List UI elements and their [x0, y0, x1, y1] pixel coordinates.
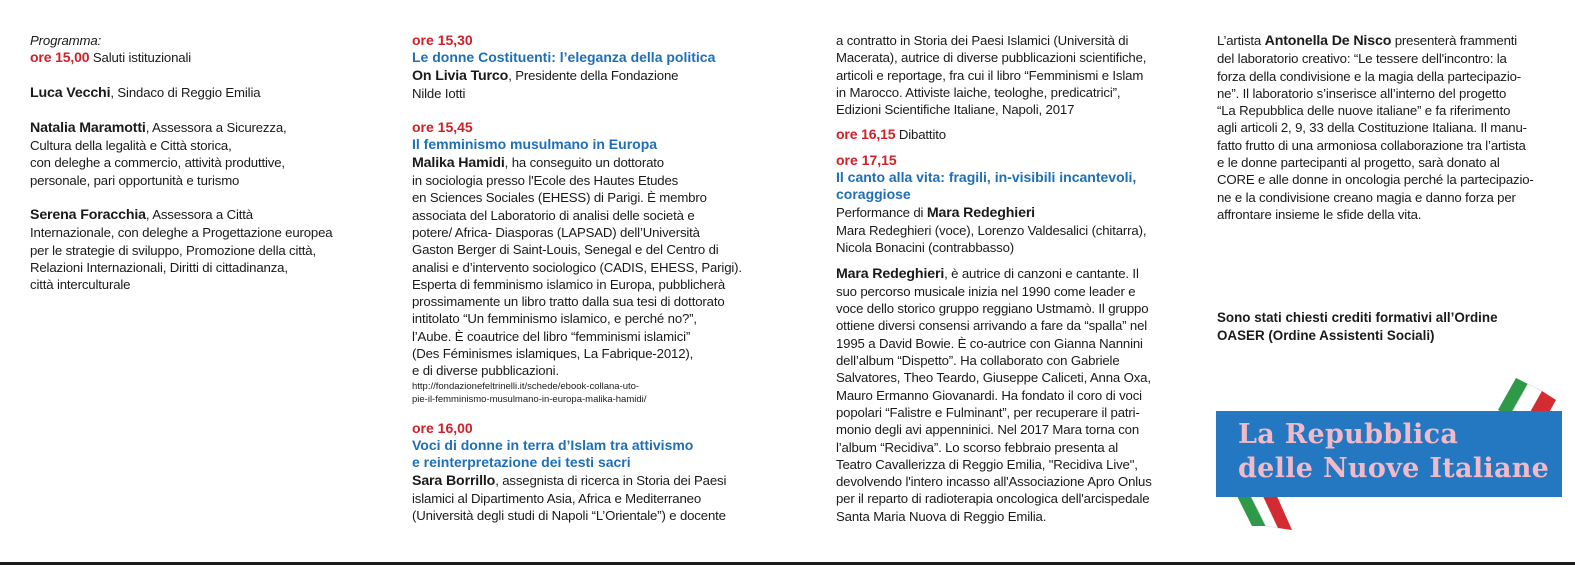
performers-line: Mara Redeghieri (voce), Lorenzo Valdesalici (chitarra), [836, 222, 1147, 238]
text-line: Macerata), autrice di diverse pubblicazioni scientifiche, [836, 50, 1147, 66]
time-1615: ore 16,15 [836, 126, 896, 143]
speaker-malika-hamidi [412, 154, 772, 172]
text-line: monio degli avi appenninici. Nel 2017 Mara torna con [836, 422, 1140, 438]
text-line: Gaston Berger di Saint-Louis, Senegal e del Centro di [412, 242, 719, 258]
performers-line: Nicola Bonacini (contrabbasso) [836, 240, 1015, 256]
text-line: Santa Maria Nuova di Reggio Emilia. [836, 508, 1047, 524]
speaker-luca-vecchi [30, 84, 380, 102]
text-line: Edizioni Scientifiche Italiane, Napoli, 2017 [836, 102, 1075, 118]
speaker-role-line: Internazionale, con deleghe a Progettazione europea [30, 225, 333, 241]
speaker-role-line: Nilde Iotti [412, 85, 466, 101]
speaker-livia-turco [412, 67, 772, 85]
text-line: in sociologia presso l'Ecole des Hautes Etudes [412, 173, 679, 189]
speaker-role-line: città interculturale [30, 277, 131, 293]
column-4 [1217, 32, 1557, 344]
talk-title-1600: Voci di donne in terra d’Islam tra attivismo [412, 436, 694, 453]
time-1545: ore 15,45 [412, 119, 473, 136]
artist-name: Antonella De Nisco [1264, 33, 1392, 49]
text-line: devolvendo l'intero incasso all'Associazione Apro Onlus [836, 474, 1152, 490]
time-1530: ore 15,30 [412, 32, 473, 48]
bio-mara-redeghieri [836, 265, 1186, 283]
text-line: e di diverse pubblicazioni. [412, 363, 559, 379]
speaker-name: Serena Foracchia [30, 207, 146, 224]
speaker-name: Sara Borrillo [412, 472, 496, 489]
speaker-bio: , è autrice di canzoni e cantante. Il [944, 265, 1139, 281]
saluti-text: Saluti istituzionali [89, 50, 192, 66]
time-1600: ore 16,00 [412, 419, 473, 436]
speaker-role: , Presidente della Fondazione [508, 67, 679, 83]
text-line: popolari “Falistre e Fulminant”, per recuperare il patri- [836, 404, 1140, 420]
performance-line [836, 204, 1186, 222]
url-link[interactable]: pie-il-femminismo-musulmano-in-europa-malika-hamidi/ [412, 393, 647, 405]
speaker-role: , Sindaco di Reggio Emilia [110, 84, 261, 100]
text-line: affrontare insieme le sfide della vita. [1217, 206, 1422, 222]
column-1 [30, 32, 380, 294]
text-line: analisi e d’intervento sociologico (CADIS, EHESS, Parigi). [412, 259, 742, 275]
speaker-bio-lines [412, 172, 772, 380]
speaker-sara-borrillo [412, 472, 772, 490]
speaker-role-line: Cultura della legalità e Città storica, [30, 138, 232, 154]
speaker-bio-lines [836, 283, 1186, 525]
speaker-bio: , assegnista di ricerca in Storia dei Paesi [495, 472, 727, 488]
speaker-bio: , ha conseguito un dottorato [504, 154, 664, 170]
text-line: Esperta di femminismo islamico in Europa, pubblicherà [412, 276, 726, 292]
text-line: Teatro Cavallerizza di Reggio Emilia, "Recidiva Live", [836, 456, 1138, 472]
credits-note: Sono stati chiesti crediti formativi all’Ordine [1217, 310, 1498, 326]
logo-line-2: delle Nuove Italiane [1238, 453, 1550, 484]
performer-name: Mara Redeghieri [926, 204, 1035, 221]
speaker-role-line: Relazioni Internazionali, Diritti di cittadinanza, [30, 259, 288, 275]
text-line: Mauro Ermanno Giovanardi. Ha fondato il coro di voci [836, 387, 1142, 403]
text-line: dell’album “Dispetto”. Ha collaborato con Gabriele [836, 353, 1120, 369]
speaker-bio-line: islamici al Dipartimento Asia, Africa e Mediterraneo [412, 490, 702, 506]
logo-line-1: La Repubblica [1238, 419, 1459, 450]
column-3 [836, 32, 1186, 525]
time-1715: ore 17,15 [836, 151, 897, 168]
text-line: intitolato “Un femminismo islamico, e perché no?”, [412, 311, 697, 327]
schedule-item-1500 [30, 49, 380, 66]
talk-title-1545: Il femminismo musulmano in Europa [412, 136, 658, 153]
programma-label: Programma: [30, 33, 102, 48]
talk-title-1715-line-2: coraggiose [836, 186, 911, 203]
talk-title-1715: Il canto alla vita: fragili, in-visibili incantevoli, [836, 169, 1137, 186]
speaker-role-line: per le strategie di sviluppo, Promozione della città, [30, 242, 316, 258]
text-line: a contratto in Storia dei Paesi Islamici (Università di [836, 33, 1129, 48]
speaker-role-line: con deleghe a commercio, attività produttive, [30, 155, 285, 171]
text-line: Salvatores, Theo Teardo, Giuseppe Caliceti, Anna Oxa, [836, 370, 1151, 386]
repubblica-logo [1216, 376, 1566, 536]
talk-title-1600-line-2: e reinterpretazione dei testi sacri [412, 454, 631, 471]
borrillo-bio-continued [836, 32, 1186, 118]
text-line: en Sciences Sociales (EHESS) di Parigi. È membro [412, 190, 707, 206]
logo-box [1216, 411, 1562, 497]
artist-line [1217, 32, 1557, 50]
talk-title-1530: Le donne Costituenti: l’eleganza della politica [412, 49, 716, 66]
artist-text-lines [1217, 50, 1557, 223]
speaker-name: Natalia Maramotti [30, 119, 146, 136]
speaker-name: Mara Redeghieri [836, 265, 945, 282]
text-line: articoli e reportage, fra cui il libro “Femminismi e Islam [836, 67, 1144, 83]
speaker-natalia-maramotti [30, 119, 380, 137]
artist-prefix: L’artista [1217, 33, 1265, 48]
column-2 [412, 32, 772, 524]
time-1500: ore 15,00 [30, 49, 90, 66]
text-line: per il reparto di radioterapia oncologica dell'arcispedale [836, 491, 1150, 507]
text-line: in Marocco. Attiviste laiche, teologhe, predicatrici”, [836, 84, 1121, 100]
text-line: potere/ Africa- Diasporas (LAPSAD) dell’Università [412, 224, 700, 240]
text-line: e le donne partecipanti al progetto, sarà donato al [1217, 155, 1500, 171]
text-line: l’Aube. È coautrice del libro “femminismi islamici” [412, 328, 691, 344]
text-line: voce dello storico gruppo reggiano Ustmamò. Il gruppo [836, 301, 1149, 317]
text-line: CORE e alle donne in oncologia perché la partecipazio- [1217, 172, 1534, 188]
text-line: fatto frutto di una armoniosa collaborazione tra l’artista [1217, 137, 1526, 153]
bottom-rule [0, 562, 1575, 565]
text-line: suo percorso musicale inizia nel 1990 come leader e [836, 283, 1136, 299]
speaker-role: , Assessora a Città [145, 207, 253, 223]
performance-prefix: Performance di [836, 204, 927, 220]
text-line: 1995 a David Bowie. È co-autrice con Gianna Nannini [836, 335, 1143, 351]
text-line: ottiene diversi consensi arrivando a fare da “spalla” nel [836, 318, 1148, 334]
text-line: l’album “Recidiva”. Lo scorso febbraio presenta al [836, 439, 1119, 455]
dibattito-text: Dibattito [895, 127, 946, 143]
speaker-name: Luca Vecchi [30, 84, 111, 101]
text-line: ne”. Il laboratorio s’inserisce all’interno del progetto [1217, 85, 1507, 101]
text-line: “La Repubblica delle nuove italiane” e fa riferimento [1217, 103, 1511, 119]
text-line: (Des Féminismes islamiques, La Fabrique-2012), [412, 346, 694, 362]
speaker-serena-foracchia [30, 206, 380, 224]
text-line: forza della condivisione e la magia della partecipazio- [1217, 68, 1522, 84]
url-link[interactable]: http://fondazionefeltrinelli.it/schede/ebook-collana-uto- [412, 380, 640, 392]
speaker-role-line: personale, pari opportunità e turismo [30, 172, 240, 188]
text-line: agli articoli 2, 9, 33 della Costituzione Italiana. Il manu- [1217, 120, 1527, 136]
text-line: associata del Laboratorio di analisi delle società e [412, 207, 695, 223]
speaker-name: Malika Hamidi [412, 154, 505, 171]
text-line: ne e la condivisione creano magia e danno forza per [1217, 189, 1516, 205]
artist-text: presenterà frammenti [1391, 33, 1518, 48]
credits-note-line-2: OASER (Ordine Assistenti Sociali) [1217, 327, 1435, 343]
speaker-role: , Assessora a Sicurezza, [145, 119, 287, 135]
text-line: prossimamente un libro tratto dalla sua tesi di dottorato [412, 294, 725, 310]
speaker-bio-line: (Università degli studi di Napoli “L’Orientale”) e docente [412, 508, 726, 524]
speaker-name: On Livia Turco [412, 67, 509, 84]
schedule-item-1615 [836, 126, 1186, 143]
text-line: del laboratorio creativo: “Le tessere dell'incontro: la [1217, 51, 1507, 67]
